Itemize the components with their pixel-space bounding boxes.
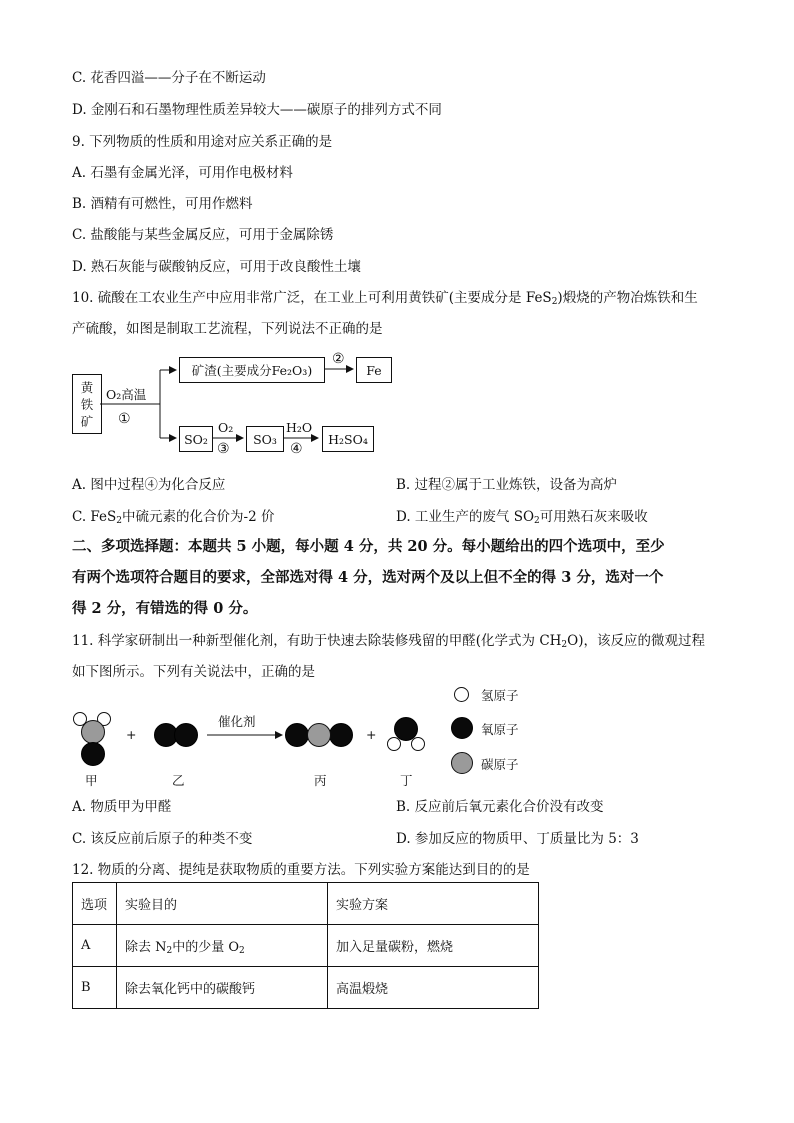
hydrogen-atom: [411, 737, 425, 751]
option-11c: C. 该反应前后原子的种类不变: [72, 831, 253, 847]
legend-oxygen-label: 氧原子: [481, 722, 519, 737]
option-8c: C. 花香四溢——分子在不断运动: [72, 70, 266, 86]
header-plan: 实验方案: [328, 883, 539, 925]
section-2-heading-3: 得 2 分，有错选的得 0 分。: [72, 600, 258, 617]
oxygen-atom: [329, 723, 353, 747]
h2o-label: H₂O: [286, 420, 313, 435]
section-2-heading-2: 有两个选项符合题目的要求，全部选对得 4 分，选对两个及以上但不全的得 3 分，选对一个: [72, 569, 664, 586]
condition-o2-high-temp: O₂高温: [106, 387, 147, 402]
oxygen-atom: [81, 742, 105, 766]
option-8d: D. 金刚石和石墨物理性质差异较大——碳原子的排列方式不同: [72, 102, 442, 118]
table-row: [73, 925, 539, 967]
experiment-table: [72, 882, 539, 1009]
carbon-atom: [307, 723, 331, 747]
oxygen-atom: [174, 723, 198, 747]
legend-oxygen-icon: [451, 717, 473, 739]
plus-sign: +: [366, 727, 377, 742]
option-9a: A. 石墨有金属光泽，可用作电极材料: [72, 165, 293, 181]
oxygen-atom: [285, 723, 309, 747]
step-1-label: ①: [118, 411, 131, 427]
label-yi: 乙: [172, 773, 185, 788]
step-4-label: ④: [290, 441, 303, 457]
h2so4-box: H₂SO₄: [322, 426, 374, 452]
legend-hydrogen-icon: [454, 687, 469, 702]
option-11a: A. 物质甲为甲醛: [72, 799, 172, 815]
table-row: [73, 967, 539, 1009]
question-12: 12. 物质的分离、提纯是获取物质的重要方法。下列实验方案能达到目的的是: [72, 862, 530, 878]
cell-plan: 加入足量碳粉，燃烧: [328, 925, 539, 967]
label-jia: 甲: [85, 773, 98, 788]
option-9c: C. 盐酸能与某些金属反应，可用于金属除锈: [72, 227, 334, 243]
cell-option: B: [73, 967, 117, 1009]
step-3-label: ③: [217, 441, 230, 457]
legend-hydrogen-label: 氢原子: [481, 688, 519, 703]
plus-sign: +: [126, 727, 137, 742]
o2-label: O₂: [218, 420, 234, 435]
option-10c: C. FeS$_2$中硫元素的化合价为-2 价: [72, 509, 275, 526]
cell-goal: 除去 $N_2$中的少量 $O_2$: [117, 925, 328, 967]
question-11-line1: 11. 科学家研制出一种新型催化剂，有助于快速去除装修残留的甲醛(化学式为 $CH_2O$)，该反应的微观过程: [72, 633, 705, 650]
cell-plan: 高温煅烧: [328, 967, 539, 1009]
cell-option: A: [73, 925, 117, 967]
iron-box: Fe: [356, 357, 392, 383]
question-10-line2: 产硫酸，如图是制取工艺流程，下列说法不正确的是: [72, 321, 383, 337]
table-header-row: [73, 883, 539, 925]
option-10d: D. 工业生产的废气 $SO_2$可用熟石灰来吸收: [396, 509, 648, 526]
option-11b: B. 反应前后氧元素化合价没有改变: [396, 799, 604, 815]
question-11-line2: 如下图所示。下列有关说法中，正确的是: [72, 664, 315, 680]
question-9: 9. 下列物质的性质和用途对应关系正确的是: [72, 134, 333, 150]
reaction-arrow: [205, 730, 285, 740]
option-9b: B. 酒精有可燃性，可用作燃料: [72, 196, 253, 212]
option-9d: D. 熟石灰能与碳酸钠反应，可用于改良酸性土壤: [72, 259, 361, 275]
header-goal: 实验目的: [117, 883, 328, 925]
label-ding: 丁: [400, 773, 413, 788]
catalyst-label: 催化剂: [218, 714, 256, 729]
label-bing: 丙: [314, 773, 327, 788]
option-10b: B. 过程②属于工业炼铁，设备为高炉: [396, 477, 618, 493]
option-10a: A. 图中过程④为化合反应: [72, 477, 226, 493]
option-11d: D. 参加反应的物质甲、丁质量比为 5：3: [396, 831, 639, 847]
hydrogen-atom: [387, 737, 401, 751]
question-10-line1: 10. 硫酸在工农业生产中应用非常广泛，在工业上可利用黄铁矿(主要成分是 FeS$_2$)煅烧的产物冶炼铁和生: [72, 290, 698, 307]
legend-carbon-label: 碳原子: [481, 757, 519, 772]
so2-box: SO₂: [179, 426, 213, 452]
legend-carbon-icon: [451, 752, 473, 774]
slag-box: 矿渣(主要成分Fe₂O₃): [179, 357, 325, 383]
cell-goal: 除去氧化钙中的碳酸钙: [117, 967, 328, 1009]
carbon-atom: [81, 720, 105, 744]
flow-arrows: [0, 0, 794, 470]
header-option: 选项: [73, 883, 117, 925]
step-2-label: ②: [332, 351, 345, 367]
section-2-heading-1: 二、多项选择题：本题共 5 小题，每小题 4 分，共 20 分。每小题给出的四个选项中，至少: [72, 538, 665, 555]
pyrite-box: 黄 铁 矿: [72, 374, 102, 434]
so3-box: SO₃: [246, 426, 284, 452]
